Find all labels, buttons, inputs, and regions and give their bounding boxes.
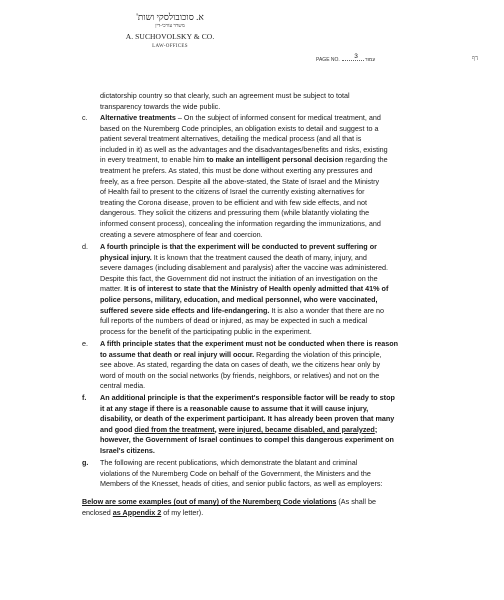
intro-line: transparency towards the wide public. xyxy=(100,101,221,111)
paragraph-line: see above. As stated, regarding the data on cases of death, we the citizens hear only by xyxy=(100,360,381,370)
paragraph-line: however, the Government of Israel continues to compel this dangerous experiment on xyxy=(100,435,394,445)
paragraph-line: it at any stage if there is a reasonable cause to assume that it will cause injury, xyxy=(100,403,369,413)
paragraph-line: freely, as a free person. Despite all the above-stated, the State of Israel and the Ministry xyxy=(100,176,380,186)
text-run: enclosed xyxy=(82,507,113,517)
paragraph-line: A fourth principle is that the experiment will be conducted to prevent suffering or xyxy=(100,242,377,251)
paragraph-line: included in it) as well as the advantages and the disadvantages/benefits and risks, existing xyxy=(100,144,388,154)
paragraph-line xyxy=(100,306,384,317)
page-number xyxy=(316,53,376,63)
item-marker: c. xyxy=(82,113,88,122)
text-run: regarding the xyxy=(343,155,388,165)
text-run: matter. xyxy=(100,284,124,294)
text-run: – On the subject of informed consent for medical treatment, and xyxy=(175,113,381,122)
letterhead-hebrew-name: א. סוכובולסקי ושות' xyxy=(136,12,204,22)
paragraph-line xyxy=(100,113,381,124)
page-number-hebrew-label: עמוד xyxy=(364,57,376,63)
item-heading: Alternative treatments xyxy=(100,113,176,122)
paragraph-line: word of mouth on the social networks (by friends, neighbors, or relatives) and not on the xyxy=(100,370,380,380)
closing-line xyxy=(82,508,203,519)
closing-line xyxy=(82,497,376,508)
text-run-underlined: Below are some examples (out of many) of the Nuremberg Code violations xyxy=(82,497,337,506)
text-run: , xyxy=(214,424,219,434)
paragraph-line: disability, or death of the experiment participant. It has already been proven that many xyxy=(100,414,395,424)
text-run-bold: It is of interest to state that the Ministry of Health openly admitted that 41% of xyxy=(123,284,389,294)
paragraph-line: full reports of the numbers of dead or injured, as may be expected in such a medical xyxy=(100,316,368,326)
letterhead-hebrew-sub: משרד עורכי-דין xyxy=(155,24,185,29)
paragraph-line: process for the benefit of the participating public in the experiment. xyxy=(100,326,312,336)
paragraph-line: dangerous. They solicit the citizens and pressuring them (while blatantly violating the xyxy=(100,208,370,218)
text-run: It is also a wonder that there are no xyxy=(269,305,385,315)
text-run-underlined: as Appendix 2 xyxy=(112,507,162,517)
item-marker: d. xyxy=(82,242,88,251)
page-number-field xyxy=(342,53,364,61)
item-marker: e. xyxy=(82,339,88,348)
text-run-bold: to make an intelligent personal decision xyxy=(206,155,344,165)
item-marker: g. xyxy=(82,458,89,467)
paragraph-line: informed consent process), concealing the information regarding the immunizations, and xyxy=(100,219,381,228)
page-number-label: PAGE NO. xyxy=(316,57,340,63)
paragraph-line: treatment he prefers. As stated, this must be done without exerting any pressures and xyxy=(100,166,373,175)
page-number-value: 3 xyxy=(354,53,358,60)
paragraph-line: treating the Corona disease, proven to be efficient and with few side effects, and not xyxy=(100,197,368,207)
paragraph-line: The following are recent publications, which demonstrate the blatant and criminal xyxy=(100,458,358,467)
letterhead-english-name: A. SUCHOVOLSKY & CO. xyxy=(125,32,215,41)
paragraph-line: severe damages (including disablement and paralysis) after the vaccine was administered. xyxy=(100,263,389,273)
paragraph-line: An additional principle is that the experiment's responsible factor will be ready to stop xyxy=(100,393,395,402)
paragraph-line xyxy=(100,155,388,166)
text-run: and good xyxy=(100,424,135,434)
paragraph-line: based on the Nuremberg Code principles, an obligation exists to detail and suggest to a xyxy=(100,123,379,133)
paragraph-line: patient several treatment alternatives, detailing the medical process (and all that is xyxy=(100,134,362,144)
text-run-bold: physical injury. xyxy=(100,252,152,262)
paragraph-line: of Health fail to present to the citizens of Israel the currently existing alternatives for xyxy=(100,187,365,197)
paragraph-line: creating a severe atmosphere of fear and coercion. xyxy=(100,229,263,239)
paragraph-line: central media. xyxy=(100,381,146,391)
text-run: of my letter). xyxy=(161,507,204,517)
paragraph-line: A fifth principle states that the experiment must not be conducted when there is reason xyxy=(100,339,399,348)
paragraph-line xyxy=(100,253,367,264)
letterhead xyxy=(110,11,230,51)
paragraph-line: Israel's citizens. xyxy=(100,446,155,455)
page-number-hebrew-right: דף xyxy=(472,56,478,62)
paragraph-line: Despite this fact, the Government did not instruct the initiation of an investigation on the xyxy=(100,273,378,283)
intro-line: dictatorship country so that clearly, such an agreement must be subject to total xyxy=(100,91,350,100)
text-run-bold: to assume that death or real injury will occur. xyxy=(100,349,255,359)
item-marker: f. xyxy=(82,393,87,402)
paragraph-line xyxy=(100,425,377,436)
paragraph-line: police persons, military, education, and medical personnel, who were vaccinated, xyxy=(100,295,378,304)
text-run: ; xyxy=(374,424,378,434)
paragraph-line: violations of the Nuremberg Code on behalf of the Government, the Ministers and the xyxy=(100,468,371,478)
text-run-underlined: died from the treatment xyxy=(134,424,215,434)
text-run: Regarding the violation of this principle, xyxy=(254,349,382,359)
letterhead-law-offices: LAW-OFFICES xyxy=(152,44,188,49)
text-run-underlined: were injured, became disabled, and paralyzed xyxy=(218,424,375,434)
paragraph-line: Members of the Knesset, heads of cities, and senior public factors, as well as employers: xyxy=(100,479,383,489)
text-run: in every treatment, to enable him xyxy=(100,155,207,165)
text-run-bold: suffered severe side effects and life-endangering. xyxy=(100,305,270,315)
paragraph-line xyxy=(100,350,382,361)
text-run: (As shall be xyxy=(336,497,376,506)
paragraph-line xyxy=(100,284,388,295)
text-run: It is known that the treatment caused the death of many, injury, and xyxy=(151,252,367,262)
